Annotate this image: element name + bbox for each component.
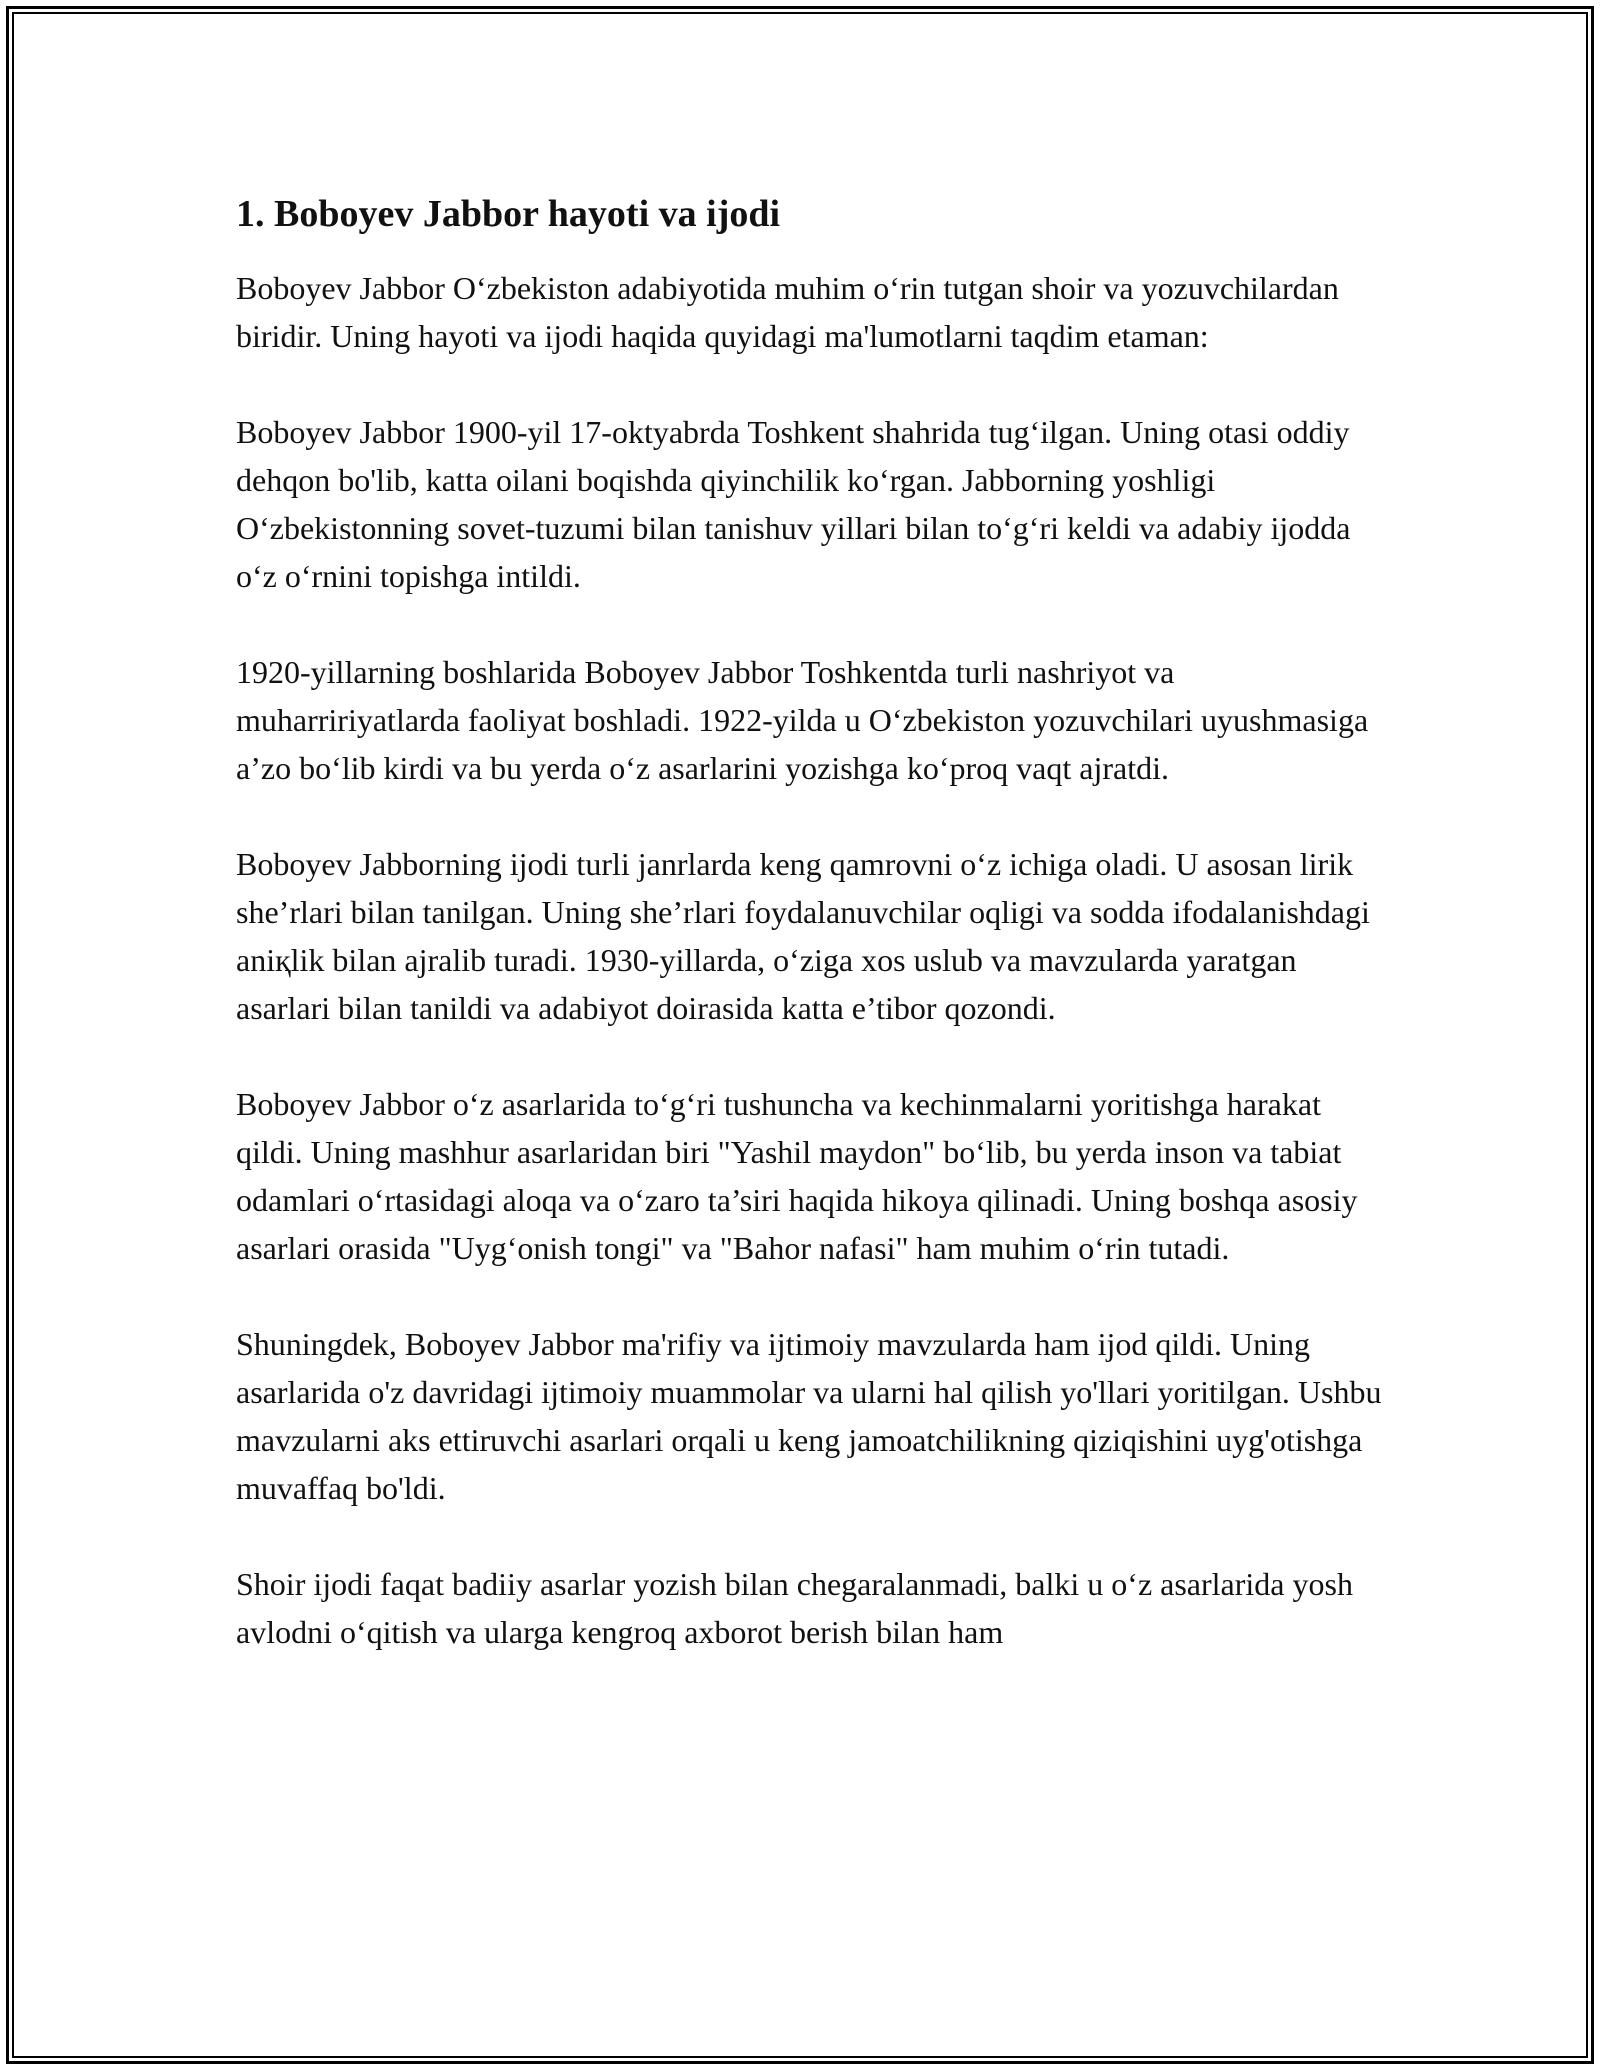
paragraph-social-themes: Shuningdek, Boboyev Jabbor ma'rifiy va ijtimoiy mavzularda ham ijod qildi. Uning asarlarida o'z davridagi ijtimoiy muammolar va ularni hal qilish yo'llari yoritilgan. Ushbu mavzularni aks ettiruvchi asarlari orqali u keng jamoatchilikning qiziqishini uyg'otishga muvaffaq bo'ldi.: [236, 1326, 1382, 1506]
section-title: 1. Boboyev Jabbor hayoti va ijodi: [236, 193, 781, 235]
paragraph-lyrics: Boboyev Jabborning ijodi turli janrlarda keng qamrovni o‘z ichiga oladi. U asosan lirik she’rlari bilan tanilgan. Uning she’rlari foydalanuvchilar oqligi va sodda ifodalanishdagi aniқlik bilan ajralib turadi. 1930-yillarda, o‘ziga xos uslub va mavzularda yaratgan asarlari bilan tanildi va adabiyot doirasida katta e’tibor qozondi.: [236, 846, 1370, 1026]
paragraph-intro: Boboyev Jabbor O‘zbekiston adabiyotida muhim o‘rin tutgan shoir va yozuvchilardan biridir. Uning hayoti va ijodi haqida quyidagi ma'lumotlarni taqdim etaman:: [236, 270, 1339, 354]
document-body: [236, 186, 1386, 1704]
paragraph-early-life: Boboyev Jabbor 1900-yil 17-oktyabrda Toshkent shahrida tug‘ilgan. Uning otasi oddiy dehqon bo'lib, katta oilani boqishda qiyinchilik ko‘rgan. Jabborning yoshligi O‘zbekistonning sovet-tuzumi bilan tanishuv yillari bilan to‘g‘ri keldi va adabiy ijodda o‘z o‘rnini topishga intildi.: [236, 414, 1351, 594]
paragraph-works: Boboyev Jabbor o‘z asarlarida to‘g‘ri tushuncha va kechinmalarni yoritishga harakat qildi. Uning mashhur asarlaridan biri "Yashil maydon" bo‘lib, bu yerda inson va tabiat odamlari o‘rtasidagi aloqa va o‘zaro ta’siri haqida hikoya qilinadi. Uning boshqa asosiy asarlari orasida "Uyg‘onish tongi" va "Bahor nafasi" ham muhim o‘rin tutadi.: [236, 1086, 1358, 1266]
paragraph-education: Shoir ijodi faqat badiiy asarlar yozish bilan chegaralanmadi, balki u o‘z asarlarida yosh avlodni o‘qitish va ularga kengroq axborot berish bilan ham: [236, 1566, 1353, 1650]
paragraph-career: 1920-yillarning boshlarida Boboyev Jabbor Toshkentda turli nashriyot va muharririyatlarda faoliyat boshladi. 1922-yilda u O‘zbekiston yozuvchilari uyushmasiga a’zo bo‘lib kirdi va bu yerda o‘z asarlarini yozishga ko‘proq vaqt ajratdi.: [236, 654, 1369, 786]
